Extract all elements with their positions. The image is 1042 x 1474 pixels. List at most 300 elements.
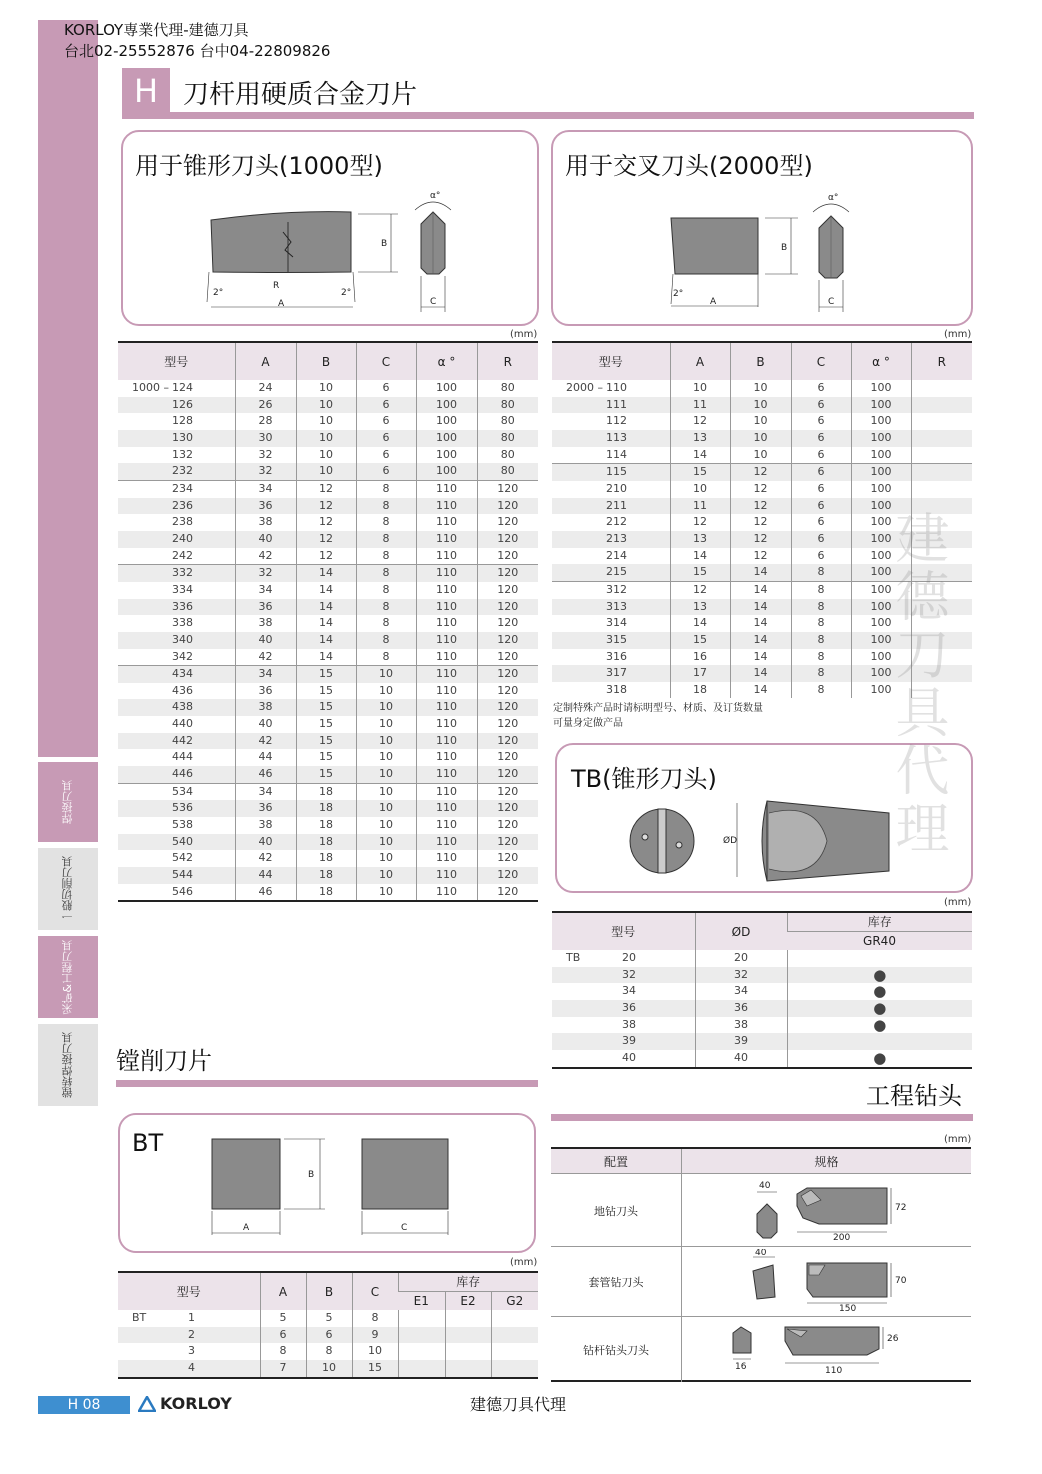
cell-value: 110: [416, 480, 477, 497]
col-a: A: [235, 342, 296, 380]
unit-mm-1000: (mm): [510, 329, 538, 340]
cell-model: 126: [118, 397, 235, 414]
table-row: [118, 766, 538, 783]
cell-value: 100: [851, 548, 911, 565]
cell-value: 120: [477, 498, 538, 515]
cell-value: 30: [235, 430, 296, 447]
cell-value: 6: [791, 397, 851, 414]
ground-drill-diagram: [741, 1178, 921, 1244]
table-row: [118, 749, 538, 766]
cell-value: 6: [356, 397, 416, 414]
cell-model: 234: [118, 480, 235, 497]
footer-center-text: 建德刀具代理: [470, 1395, 567, 1414]
cell-value: 36: [695, 1000, 787, 1017]
cell-model: 436: [172, 683, 193, 697]
cell-model: 440: [172, 717, 193, 731]
col-alpha: α °: [416, 342, 477, 380]
rod-drill-diagram: [729, 1319, 919, 1381]
cell-value: 120: [477, 531, 538, 548]
cell-model: 215: [552, 564, 670, 581]
cell-model: 434: [118, 666, 235, 683]
cell-value: 110: [416, 850, 477, 867]
cell-value: 32: [235, 447, 296, 464]
table-row: [552, 397, 972, 414]
col-c: C: [791, 342, 851, 380]
dim-height: 72: [895, 1203, 907, 1213]
cell-value: [911, 464, 972, 481]
cell-value: 110: [416, 565, 477, 582]
insert-1000-diagram: [183, 172, 533, 322]
table-row: [552, 950, 972, 967]
cell-value: 8: [356, 599, 416, 616]
cell-value: 110: [416, 632, 477, 649]
cell-value: 110: [416, 867, 477, 884]
cell-value: 15: [296, 716, 356, 733]
cell-value: 8: [791, 632, 851, 649]
col-spec: 规格: [681, 1149, 971, 1173]
cell-value: 10: [296, 430, 356, 447]
col-r: R: [911, 342, 972, 380]
table-row: [552, 1017, 972, 1034]
cell-value: 14: [730, 682, 791, 699]
table-row: [118, 582, 538, 599]
cell-model: 212: [606, 515, 627, 529]
cell-value: 6: [791, 481, 851, 498]
cell-value: 10: [356, 749, 416, 766]
brand-name: KORLOY: [160, 1394, 232, 1413]
cell-model: 536: [118, 800, 235, 817]
cell-value: 6: [791, 447, 851, 464]
table-row: [118, 817, 538, 834]
cell-value: 100: [851, 632, 911, 649]
cell-model: 2000 – 110: [566, 381, 627, 394]
cell-value: 120: [477, 615, 538, 632]
drill-row-rod: [551, 1316, 971, 1382]
dim-length: 200: [833, 1233, 851, 1243]
cell-value: 12: [670, 514, 730, 531]
cell-value: 80: [477, 397, 538, 414]
cell-value: 46: [235, 884, 296, 902]
cell-value: 10: [356, 699, 416, 716]
note-line-1: 定制特殊产品时请标明型号、材质、及订货数量: [553, 703, 763, 714]
dim-height: 70: [895, 1276, 907, 1286]
table-row: [552, 464, 972, 481]
cell-value: 100: [851, 531, 911, 548]
cell-value: 18: [296, 800, 356, 817]
section-letter: H: [122, 68, 170, 114]
cell-value: 12: [730, 548, 791, 565]
cell-value: 15: [670, 632, 730, 649]
cell-empty: [398, 1310, 445, 1327]
cell-value: 110: [416, 716, 477, 733]
drill-row-name: 钻杆钻头刀头: [583, 1344, 649, 1357]
cell-value: [787, 950, 972, 967]
cell-value: 12: [296, 480, 356, 497]
cell-value: 18: [296, 884, 356, 902]
dim-alpha-label-2000: α°: [828, 193, 839, 203]
cell-value: 110: [416, 817, 477, 834]
cell-value: 16: [670, 649, 730, 666]
cell-value: ●: [787, 967, 972, 984]
cell-value: 12: [730, 481, 791, 498]
cell-model: 240: [118, 531, 235, 548]
table-row: [552, 1050, 972, 1068]
cell-value: 100: [416, 380, 477, 397]
cell-value: 8: [356, 548, 416, 565]
cell-value: 120: [477, 699, 538, 716]
side-tab-boring-tools[interactable]: 镗转焊接刀具: [38, 1024, 98, 1106]
cell-value: 10: [356, 683, 416, 700]
cell-value: 18: [296, 783, 356, 800]
cell-value: 15: [296, 766, 356, 783]
cell-value: 100: [416, 413, 477, 430]
dim-r-label: R: [273, 281, 280, 291]
col-a: A: [260, 1272, 306, 1310]
side-tab-brazed-tools[interactable]: 焊接刀具: [38, 762, 98, 842]
cell-value: 44: [235, 867, 296, 884]
cell-model: 211: [552, 498, 670, 515]
section-title: 刀杆用硬质合金刀片: [183, 80, 418, 110]
col-c: C: [352, 1272, 398, 1310]
unit-mm-tb: (mm): [944, 897, 972, 908]
cell-value: 14: [296, 582, 356, 599]
table-row: [118, 548, 538, 565]
cell-value: 8: [791, 615, 851, 632]
cell-value: 120: [477, 733, 538, 750]
cell-value: 6: [356, 430, 416, 447]
cell-model: 1000 – 124: [132, 381, 193, 394]
cell-value: 8: [356, 480, 416, 497]
cell-value: 120: [477, 480, 538, 497]
cell-value: 10: [356, 733, 416, 750]
cell-value: 100: [851, 430, 911, 447]
cell-value: 6: [356, 413, 416, 430]
boring-rule: [116, 1080, 538, 1087]
cell-model: 3: [188, 1344, 195, 1358]
drill-rule: [551, 1114, 973, 1121]
cell-value: 80: [477, 413, 538, 430]
table-row: [118, 565, 538, 582]
cell-value: 34: [695, 983, 787, 1000]
cell-value: 8: [356, 582, 416, 599]
cell-model: 338: [172, 616, 193, 630]
cell-model: 39: [552, 1033, 695, 1050]
col-config: 配置: [551, 1149, 681, 1173]
cell-value: 38: [235, 817, 296, 834]
cell-model: 4: [118, 1360, 260, 1378]
unit-mm-bt: (mm): [510, 1257, 538, 1268]
cell-value: 8: [791, 649, 851, 666]
col-b: B: [296, 342, 356, 380]
cell-value: 6: [791, 380, 851, 397]
cell-value: 120: [477, 582, 538, 599]
col-d: ØD: [695, 912, 787, 950]
cell-model: 340: [118, 632, 235, 649]
cell-value: 10: [730, 397, 791, 414]
table-row: [118, 615, 538, 632]
cell-value: 100: [851, 413, 911, 430]
table-drill: [551, 1147, 971, 1382]
cell-model: 538: [172, 818, 193, 832]
dim-c-label-bt: C: [401, 1223, 408, 1233]
cell-value: 120: [477, 632, 538, 649]
cell-value: 10: [352, 1343, 398, 1360]
cell-value: 110: [416, 548, 477, 565]
cell-value: 6: [791, 413, 851, 430]
box-1000-title: 用于锥形刀头(1000型): [135, 152, 383, 180]
cell-model: 130: [118, 430, 235, 447]
unit-mm-drill: (mm): [944, 1134, 972, 1145]
cell-model: 242: [172, 548, 193, 562]
cell-value: 110: [416, 615, 477, 632]
cell-model: 544: [118, 867, 235, 884]
cell-value: 15: [670, 564, 730, 581]
cell-value: 110: [416, 733, 477, 750]
cell-value: 8: [260, 1343, 306, 1360]
cell-value: 10: [296, 380, 356, 397]
box-bt: [118, 1113, 536, 1253]
cell-value: 18: [296, 834, 356, 851]
dim-b-label: B: [381, 239, 388, 249]
cell-value: 38: [235, 514, 296, 531]
cell-value: 15: [296, 666, 356, 683]
cell-value: 34: [235, 582, 296, 599]
table-row: [118, 884, 538, 902]
cell-value: 42: [235, 733, 296, 750]
cell-value: 15: [296, 699, 356, 716]
cell-empty: [398, 1343, 445, 1360]
cell-value: 14: [296, 632, 356, 649]
table-row: [118, 666, 538, 683]
cell-value: 80: [477, 380, 538, 397]
cell-value: 100: [416, 463, 477, 480]
cell-value: 8: [356, 649, 416, 666]
drill-row-name: 地钻刀头: [594, 1204, 638, 1218]
cell-value: 110: [416, 884, 477, 902]
cell-value: 12: [670, 413, 730, 430]
cell-value: 6: [356, 380, 416, 397]
cell-value: 32: [695, 967, 787, 984]
cell-model: 2: [118, 1327, 260, 1344]
cell-value: 14: [296, 615, 356, 632]
cell-value: 10: [306, 1360, 352, 1378]
cell-model: 444: [172, 750, 193, 764]
cell-value: 120: [477, 850, 538, 867]
cell-value: [911, 380, 972, 397]
drill-row-name: 套管钻刀头: [588, 1276, 644, 1289]
cell-value: 120: [477, 817, 538, 834]
cell-value: 14: [670, 615, 730, 632]
cell-value: 120: [477, 749, 538, 766]
cell-value: 100: [851, 581, 911, 598]
col-g2: G2: [491, 1291, 538, 1310]
cell-model: 546: [172, 884, 193, 898]
cell-value: 10: [356, 834, 416, 851]
cell-value: 8: [356, 531, 416, 548]
col-e1: E1: [398, 1291, 445, 1310]
cell-model: 111: [552, 397, 670, 414]
col-stock: 库存: [787, 912, 972, 931]
cell-value: 8: [356, 565, 416, 582]
cell-value: 36: [235, 498, 296, 515]
cell-value: 12: [296, 548, 356, 565]
side-tab-mining-tools[interactable]: 采矿&工程刀具: [38, 936, 98, 1018]
cell-value: ●: [787, 1000, 972, 1017]
dim-height: 26: [887, 1334, 899, 1344]
cell-model: 334: [172, 582, 193, 596]
table-row: [552, 447, 972, 464]
cell-value: 40: [695, 1050, 787, 1068]
cell-value: 8: [791, 665, 851, 682]
cell-value: 6: [306, 1327, 352, 1344]
cell-value: 10: [356, 884, 416, 902]
cell-value: [911, 413, 972, 430]
cell-value: 8: [306, 1343, 352, 1360]
bt-diagram: [200, 1131, 480, 1241]
cell-value: 18: [296, 867, 356, 884]
cell-value: 24: [235, 380, 296, 397]
cell-value: 6: [791, 531, 851, 548]
cell-empty: [491, 1327, 538, 1344]
cell-value: 40: [235, 632, 296, 649]
cell-value: 10: [296, 413, 356, 430]
cell-value: 120: [477, 599, 538, 616]
cell-model: 313: [552, 599, 670, 616]
cell-value: 14: [670, 548, 730, 565]
cell-value: 120: [477, 683, 538, 700]
dim-a-label: A: [278, 299, 285, 309]
side-tab-general-cutting[interactable]: 一般切削刀具: [38, 848, 98, 930]
cell-value: 6: [260, 1327, 306, 1344]
cell-model: 315: [552, 632, 670, 649]
table-row: [552, 413, 972, 430]
brand-logo: [138, 1394, 232, 1413]
col-c: C: [356, 342, 416, 380]
cell-model: 132: [172, 447, 193, 461]
cell-value: 110: [416, 699, 477, 716]
table-row: [118, 1343, 538, 1360]
cell-value: 10: [356, 850, 416, 867]
cell-model: 540: [118, 834, 235, 851]
cell-value: 36: [235, 683, 296, 700]
cell-value: 12: [730, 531, 791, 548]
table-row: [118, 632, 538, 649]
table-row: [118, 850, 538, 867]
cell-value: 8: [356, 615, 416, 632]
cell-model: 210: [606, 481, 627, 495]
col-alpha: α °: [851, 342, 911, 380]
cell-value: 10: [730, 430, 791, 447]
cell-value: 10: [356, 716, 416, 733]
cell-value: 40: [235, 834, 296, 851]
cell-value: 17: [670, 665, 730, 682]
cell-value: 100: [851, 498, 911, 515]
cell-empty: [398, 1327, 445, 1344]
cell-value: 32: [235, 463, 296, 480]
table-row: [118, 498, 538, 515]
left-color-bar: [38, 20, 98, 757]
table-1000: [118, 341, 538, 902]
cell-value: 110: [416, 582, 477, 599]
cell-value: 8: [352, 1310, 398, 1327]
table-row: [118, 834, 538, 851]
cell-value: 100: [416, 447, 477, 464]
cell-empty: [445, 1360, 491, 1378]
cell-value: 14: [730, 581, 791, 598]
cell-model: 238: [172, 515, 193, 529]
col-e2: E2: [445, 1291, 491, 1310]
cell-value: 14: [730, 615, 791, 632]
cell-model: BT 1: [132, 1311, 195, 1324]
cell-value: 15: [670, 464, 730, 481]
cell-value: 12: [730, 514, 791, 531]
cell-model: 542: [172, 851, 193, 865]
dim-2deg-left: 2°: [213, 288, 224, 298]
cell-value: [911, 447, 972, 464]
dim-a-label-2000: A: [710, 297, 717, 307]
table-row: [118, 599, 538, 616]
cell-value: 110: [416, 498, 477, 515]
dim-c-label-2000: C: [828, 297, 835, 307]
table-tb: [552, 911, 972, 1069]
cell-value: 28: [235, 413, 296, 430]
cell-value: 100: [416, 397, 477, 414]
table-row: [118, 800, 538, 817]
casing-drill-diagram: [741, 1249, 921, 1315]
cell-value: 100: [851, 481, 911, 498]
cell-value: 120: [477, 800, 538, 817]
cell-value: 10: [356, 766, 416, 783]
cell-model: 312: [552, 581, 670, 598]
cell-value: 80: [477, 463, 538, 480]
cell-value: 100: [851, 599, 911, 616]
cell-value: 15: [296, 733, 356, 750]
cell-value: 110: [416, 599, 477, 616]
cell-value: 13: [670, 531, 730, 548]
cell-value: 42: [235, 548, 296, 565]
box-1000-type: [121, 130, 539, 326]
col-b: B: [730, 342, 791, 380]
agent-info: [64, 20, 330, 62]
cell-model: 446: [118, 766, 235, 783]
cell-model: 113: [552, 430, 670, 447]
cell-value: 18: [296, 817, 356, 834]
cell-value: 110: [416, 514, 477, 531]
cell-value: 120: [477, 666, 538, 683]
cell-value: 6: [791, 514, 851, 531]
cell-model: 38: [622, 1017, 636, 1031]
cell-value: 100: [851, 564, 911, 581]
cell-model: 213: [552, 531, 670, 548]
cell-value: 10: [730, 447, 791, 464]
cell-model: 438: [118, 699, 235, 716]
cell-model: 128: [172, 414, 193, 428]
dim-d-label: ØD: [723, 836, 738, 846]
table-row: [118, 649, 538, 666]
cell-value: 12: [730, 498, 791, 515]
cell-model: 318: [606, 682, 627, 696]
cell-model: 32: [552, 967, 695, 984]
cell-value: 120: [477, 783, 538, 800]
unit-mm-2000: (mm): [944, 329, 972, 340]
col-stock: 库存: [398, 1272, 538, 1291]
cell-value: 12: [296, 531, 356, 548]
cell-value: 34: [235, 666, 296, 683]
table-row: [118, 1360, 538, 1378]
cell-value: 80: [477, 430, 538, 447]
cell-value: 12: [296, 498, 356, 515]
dim-2deg-2000: 2°: [673, 289, 684, 299]
